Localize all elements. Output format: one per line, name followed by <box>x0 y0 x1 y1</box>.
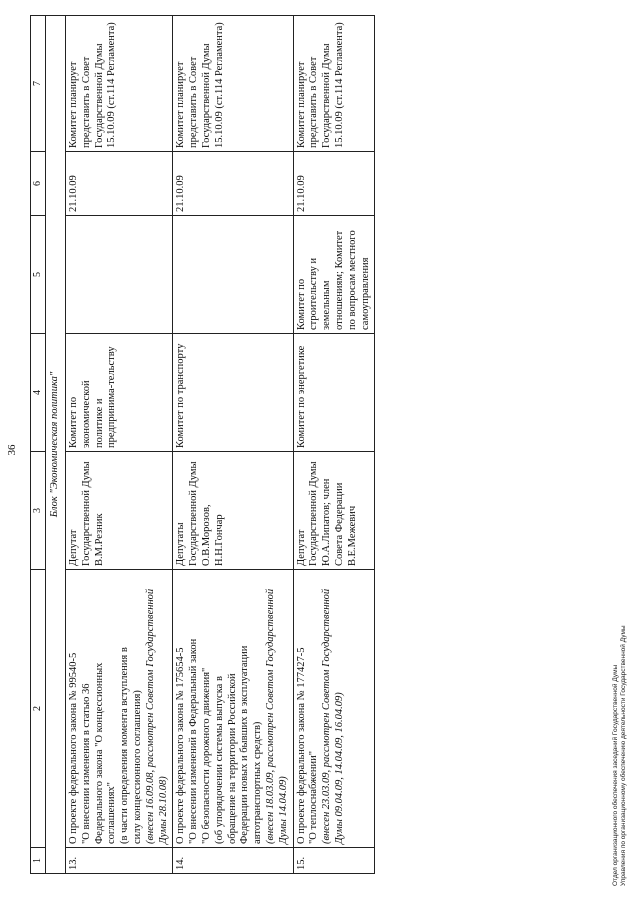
row-number: 15. <box>293 848 375 874</box>
responsible-committee: Комитет по экономической политике и предпринима-тельству <box>65 334 172 452</box>
consideration-date: 21.10.09 <box>293 152 375 216</box>
column-number: 5 <box>31 216 46 334</box>
bill-title-line: обращение на территории Российской <box>226 673 238 844</box>
bill-status: Комитет планирует представить в Совет Государственной Думы 15.10.09 (ст.114 Регламента) <box>293 16 375 152</box>
column-number: 1 <box>31 848 46 874</box>
bill-author: Депутат Государственной Думы Ю.А.Липатов; член Совета Федерации В.Е.Межевич <box>293 452 375 570</box>
bill-title-line: "О безопасности дорожного движения" <box>200 667 212 844</box>
bill-title-line: силу концессионного соглашения) <box>131 690 143 844</box>
table-row <box>65 16 172 874</box>
block-title: Блок "Экономическая политика" <box>46 16 66 874</box>
column-number: 6 <box>31 152 46 216</box>
bill-submission-note: (внесен 23.03.09, рассмотрен Советом Государственной Думы 09.04.09, 14.04.09, 16.04.09) <box>321 588 345 844</box>
row-number: 13. <box>65 848 172 874</box>
bill-title-line: О проекте федерального закона № 175654-5 <box>175 647 187 844</box>
bill-description <box>65 570 172 848</box>
bill-title-line: (в части определения момента вступления в <box>119 647 131 844</box>
bill-title-line: "О теплоснабжении" <box>308 750 320 844</box>
column-number: 3 <box>31 452 46 570</box>
bill-title-line: Федерального закона "О концессионных <box>93 662 105 844</box>
column-number: 7 <box>31 16 46 152</box>
bill-title-line: "О внесении изменений в Федеральный закон <box>188 638 200 844</box>
co-executor-committee <box>65 216 172 334</box>
bill-title-line: автотранспортных средств) <box>252 721 264 844</box>
bill-description <box>293 570 375 848</box>
column-numbers-row <box>31 16 46 874</box>
bill-author: Депутат Государственной Думы В.М.Резник <box>65 452 172 570</box>
bill-title-line: (об упорядочении системы выпуска в <box>213 676 225 844</box>
block-title-row <box>46 16 66 874</box>
bill-submission-note: (внесен 18.03.09, рассмотрен Советом Государственной Думы 14.04.09) <box>264 588 289 844</box>
bill-title-line: соглашениях" <box>106 782 118 844</box>
bill-description <box>173 570 293 848</box>
responsible-committee: Комитет по энергетике <box>293 334 375 452</box>
bill-status: Комитет планирует представить в Совет Государственной Думы 15.10.09 (ст.114 Регламента) <box>173 16 293 152</box>
footer-directorate: Управления по организационному обеспечению деятельности Государственной Думы <box>620 625 628 886</box>
consideration-date: 21.10.09 <box>65 152 172 216</box>
bill-title-line: О проекте федерального закона № 177427-5 <box>295 647 307 844</box>
column-number: 2 <box>31 570 46 848</box>
column-number: 4 <box>31 334 46 452</box>
co-executor-committee <box>173 216 293 334</box>
row-number: 14. <box>173 848 293 874</box>
responsible-committee: Комитет по транспорту <box>173 334 293 452</box>
bill-status: Комитет планирует представить в Совет Государственной Думы 15.10.09 (ст.114 Регламента) <box>65 16 172 152</box>
bill-submission-note: (внесен 16.09.08, рассмотрен Советом Государственной Думы 28.10.08) <box>144 588 169 844</box>
page-footer <box>612 625 628 886</box>
bill-title-line: "О внесении изменения в статью 36 <box>80 683 92 844</box>
table-row <box>173 16 293 874</box>
bills-table <box>30 15 375 874</box>
co-executor-committee: Комитет по строительству и земельным отношениям; Комитет по вопросам местного самоуправления <box>293 216 375 334</box>
page-number: 36 <box>6 444 18 456</box>
table-row <box>293 16 375 874</box>
bill-author: Депутаты Государственной Думы О.В.Морозов, Н.Н.Гончар <box>173 452 293 570</box>
footer-department: Отдел организационного обеспечения заседаний Государственной Думы <box>612 664 619 886</box>
consideration-date: 21.10.09 <box>173 152 293 216</box>
bill-title-line: О проекте федерального закона № 99540-5 <box>67 652 79 844</box>
bill-title-line: Федерации новых и бывших в эксплуатации <box>239 645 251 844</box>
